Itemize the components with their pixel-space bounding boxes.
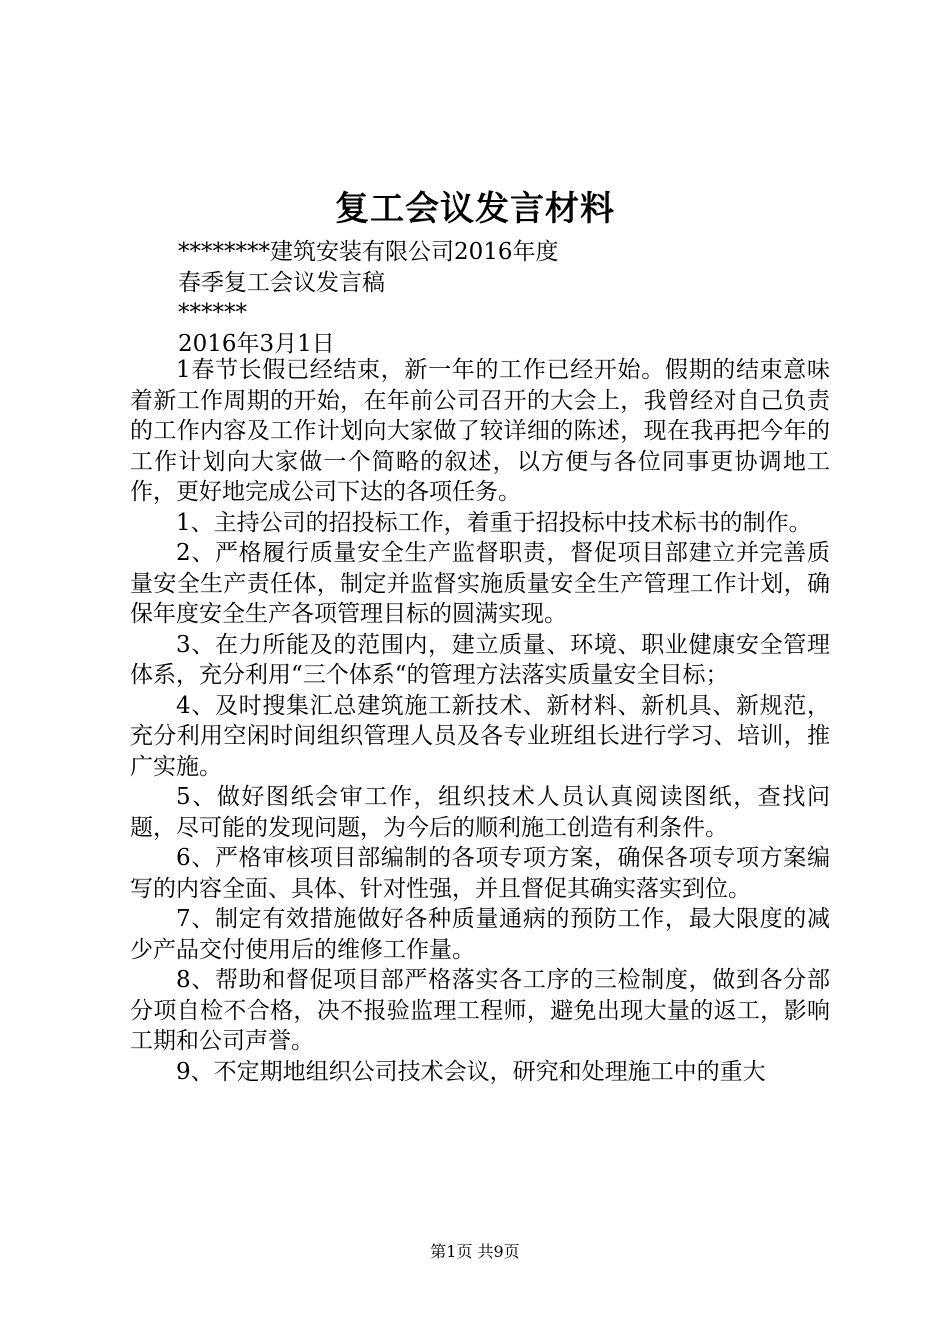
date-line: 2016年3月1日 [178, 330, 335, 357]
paragraph-item-1: 1、主持公司的招投标工作，着重于招投标中技术标书的制作。 [176, 509, 812, 536]
document-header [178, 237, 828, 359]
document-body [130, 355, 830, 1087]
paragraph-item-3: 3、在力所能及的范围内，建立质量、环境、职业健康安全管理体系，充分利用“三个体系“的管理方法落实质量安全目标； [130, 631, 830, 688]
paragraph-item-9: 9、不定期地组织公司技术会议，研究和处理施工中的重大 [176, 1058, 766, 1085]
company-line: ********建筑安装有限公司2016年度 [178, 239, 559, 265]
author-line: ****** [178, 300, 247, 326]
paragraph-item-7: 7、制定有效措施做好各种质量通病的预防工作，最大限度的减少产品交付使用后的维修工作量。 [130, 906, 830, 963]
paragraph-item-4: 4、及时搜集汇总建筑施工新技术、新材料、新机具、新规范，充分利用空闲时间组织管理人员及各专业班组长进行学习、培训，推广实施。 [130, 692, 830, 780]
paragraph-item-5: 5、做好图纸会审工作，组织技术人员认真阅读图纸，查找问题，尽可能的发现问题，为今后的顺利施工创造有利条件。 [130, 784, 830, 841]
paragraph-intro: 1春节长假已经结束，新一年的工作已经开始。假期的结束意味着新工作周期的开始，在年前公司召开的大会上，我曾经对自己负责的工作内容及工作计划向大家做了较详细的陈述，现在我再把今年的工作计划向大家做一个简略的叙述，以方便与各位同事更协调地工作，更好地完成公司下达的各项任务。 [130, 357, 830, 505]
subtitle-line: 春季复工会议发言稿 [178, 269, 385, 296]
page-footer: 第1页 共9页 [430, 1242, 520, 1261]
paragraph-item-6: 6、严格审核项目部编制的各项专项方案，确保各项专项方案编写的内容全面、具体、针对性强，并且督促其确实落实到位。 [130, 845, 830, 902]
document-title: 复工会议发言材料 [335, 189, 615, 229]
paragraph-item-2: 2、严格履行质量安全生产监督职责，督促项目部建立并完善质量安全生产责任体，制定并监督实施质量安全生产管理工作计划，确保年度安全生产各项管理目标的圆满实现。 [130, 540, 830, 627]
paragraph-item-8: 8、帮助和督促项目部严格落实各工序的三检制度，做到各分部分项自检不合格，决不报验监理工程师，避免出现大量的返工，影响工期和公司声誉。 [130, 967, 830, 1054]
